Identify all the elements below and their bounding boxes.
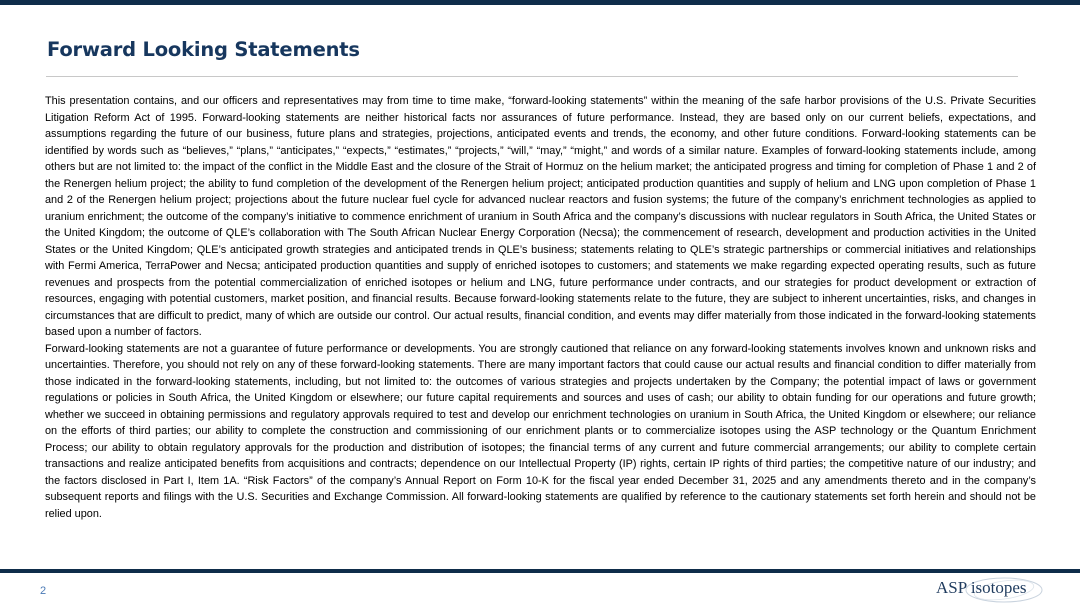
- company-logo: [930, 574, 1046, 606]
- logo-main-text: ASP: [936, 578, 967, 597]
- top-accent-bar: [0, 0, 1080, 5]
- bottom-accent-bar: [0, 569, 1080, 573]
- title-divider: [46, 76, 1018, 77]
- logo-sub-text: isotopes: [970, 578, 1027, 597]
- slide-title: Forward Looking Statements: [47, 38, 360, 61]
- paragraph-forward-looking-intro: This presentation contains, and our officers and representatives may from time to time make, “forward-looking statements” within the meaning of the safe harbor provisions of the U.S. Private Securities Litigation Reform Act of 1995. Forward-looking statements are neither historical facts nor assurances of future performance. Instead, they are based only on our current beliefs, expectations, and assumptions regarding the future of our business, future plans and strategies, projections, anticipated events and trends, the economy, and other future conditions. Forward-looking statements can be identified by words such as “believes,” “plans,” “anticipates,” “expects,” “estimates,” “projects,” “will,” “may,” “might,” and words of a similar nature. Examples of forward-looking statements include, among others but are not limited to: the impact of the conflict in the Middle East and the closure of the Strait of Hormuz on the helium market; the anticipated progress and timing for completion of Phase 1 and 2 of the Renergen helium project; the ability to fund completion of the development of the Renergen helium project; anticipated production quantities and supply of helium and LNG upon completion of Phase 1 and 2 of the Renergen helium project; projections about the future nuclear fuel cycle for advanced nuclear reactors and fusion systems; the future of the company’s enrichment technologies as applied to uranium enrichment; the outcome of the company’s initiative to commence enrichment of uranium in South Africa and the company’s discussions with nuclear regulators in South Africa, the United States or the United Kingdom; the outcome of QLE’s collaboration with The South African Nuclear Energy Corporation (Necsa); the commencement of research, development and production activities in the United States or the United Kingdom; QLE’s anticipated growth strategies and anticipated trends in QLE’s business; statements relating to QLE’s strategic partnerships or commercial initiatives and relationships with Fermi America, TerraPower and Necsa; anticipated production quantities and supply of enriched isotopes to customers; and statements we make regarding expected operating results, such as future revenues and prospects from the potential commercialization of enriched isotopes or helium and LNG, future performance under contracts, and our strategies for product development or extraction of resources, engaging with potential customers, market position, and financial results. Because forward-looking statements relate to the future, they are subject to inherent uncertainties, risks, and changes in circumstances that are difficult to predict, many of which are outside our control. Our actual results, financial condition, and events may differ materially from those indicated in the forward-looking statements based upon a number of factors.: [45, 95, 1036, 338]
- paragraph-forward-looking-caution: Forward-looking statements are not a guarantee of future performance or developments. You are strongly cautioned that reliance on any forward-looking statements involves known and unknown risks and uncertainties. Therefore, you should not rely on any of these forward-looking statements. There are many important factors that could cause our actual results and financial condition to differ materially from those indicated in the forward-looking statements, including, but not limited to: the outcomes of various strategies and projects undertaken by the Company; the potential impact of laws or government regulations or policies in South Africa, the United Kingdom or elsewhere; our future capital requirements and sources and uses of cash; our ability to obtain funding for our operations and future growth; whether we succeed in obtaining permissions and regulatory approvals required to test and develop our enrichment technologies on uranium in South Africa, the United Kingdom or elsewhere; our reliance on the efforts of third parties; our ability to complete the construction and commissioning of our enrichment plants or to commercialize isotopes using the ASP technology or the Quantum Enrichment Process; our ability to obtain regulatory approvals for the production and distribution of isotopes; the financial terms of any current and future commercial arrangements; our ability to complete certain transactions and realize anticipated benefits from acquisitions and contracts; dependence on our Intellectual Property (IP) rights, certain IP rights of third parties; the competitive nature of our industry; and the factors disclosed in Part I, Item 1A. “Risk Factors” of the company’s Annual Report on Form 10-K for the fiscal year ended December 31, 2025 and any amendments thereto and in the company’s subsequent reports and filings with the U.S. Securities and Exchange Commission. All forward-looking statements are qualified by reference to the cautionary statements set forth herein and should not be relied upon.: [45, 342, 1036, 520]
- statement-body: [45, 93, 1036, 522]
- logo-wordmark: [936, 578, 1027, 598]
- page-number: 2: [40, 585, 47, 597]
